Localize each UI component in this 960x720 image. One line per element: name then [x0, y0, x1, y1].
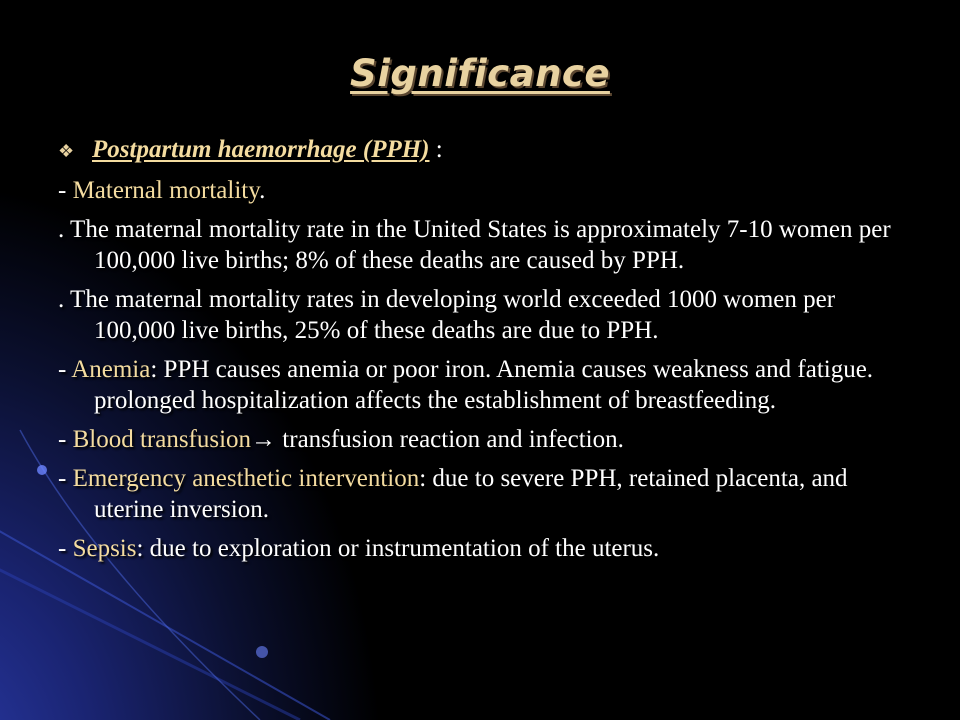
slide-title: Significance — [350, 52, 610, 95]
paragraph-text: . — [259, 177, 266, 204]
keyword-emergency-anesthetic-intervention: Emergency anesthetic intervention — [72, 465, 420, 492]
keyword-maternal-mortality: Maternal mortality — [72, 177, 260, 204]
diamond-bullet-icon: ❖ — [58, 141, 75, 161]
paragraph-anemia — [58, 354, 918, 416]
paragraph-text: → transfusion reaction and infection. — [251, 426, 624, 453]
keyword-anemia: Anemia — [71, 356, 151, 383]
paragraph-text: : due to exploration or instrumentation of the uterus. — [136, 535, 660, 562]
paragraph-prefix: - — [58, 426, 73, 453]
paragraph-prefix: - — [58, 465, 73, 492]
paragraph-text: : PPH causes anemia or poor iron. Anemia causes weakness and fatigue. prolonged hospitalization affects the establishment of breastfeeding. — [94, 356, 874, 414]
paragraph-us-rate — [58, 214, 918, 276]
paragraph-emergency-anesthetic — [58, 463, 918, 525]
pph-heading-suffix: : — [429, 136, 443, 163]
paragraph-text: . The maternal mortality rates in developing world exceeded 1000 women per 100,000 live births, 25% of these deaths are due to PPH. — [58, 286, 836, 344]
paragraph-developing-world-rate — [58, 284, 918, 346]
paragraph-maternal-mortality — [58, 175, 918, 206]
paragraph-prefix: - — [58, 356, 72, 383]
paragraph-prefix: - — [58, 535, 73, 562]
heading-bullet-item — [58, 134, 918, 167]
pph-heading: Postpartum haemorrhage (PPH) — [92, 136, 430, 163]
keyword-sepsis: Sepsis — [72, 535, 137, 562]
paragraph-sepsis — [58, 533, 918, 564]
paragraph-text: . The maternal mortality rate in the United States is approximately 7-10 women per 100,000 live births; 8% of these deaths are caused by PPH. — [58, 216, 891, 274]
paragraph-prefix: - — [58, 177, 73, 204]
paragraph-blood-transfusion — [58, 424, 918, 455]
keyword-blood-transfusion: Blood transfusion — [72, 426, 252, 453]
slide-body — [58, 134, 918, 572]
paragraph-text: : due to severe PPH, retained placenta, and uterine inversion. — [94, 465, 848, 523]
